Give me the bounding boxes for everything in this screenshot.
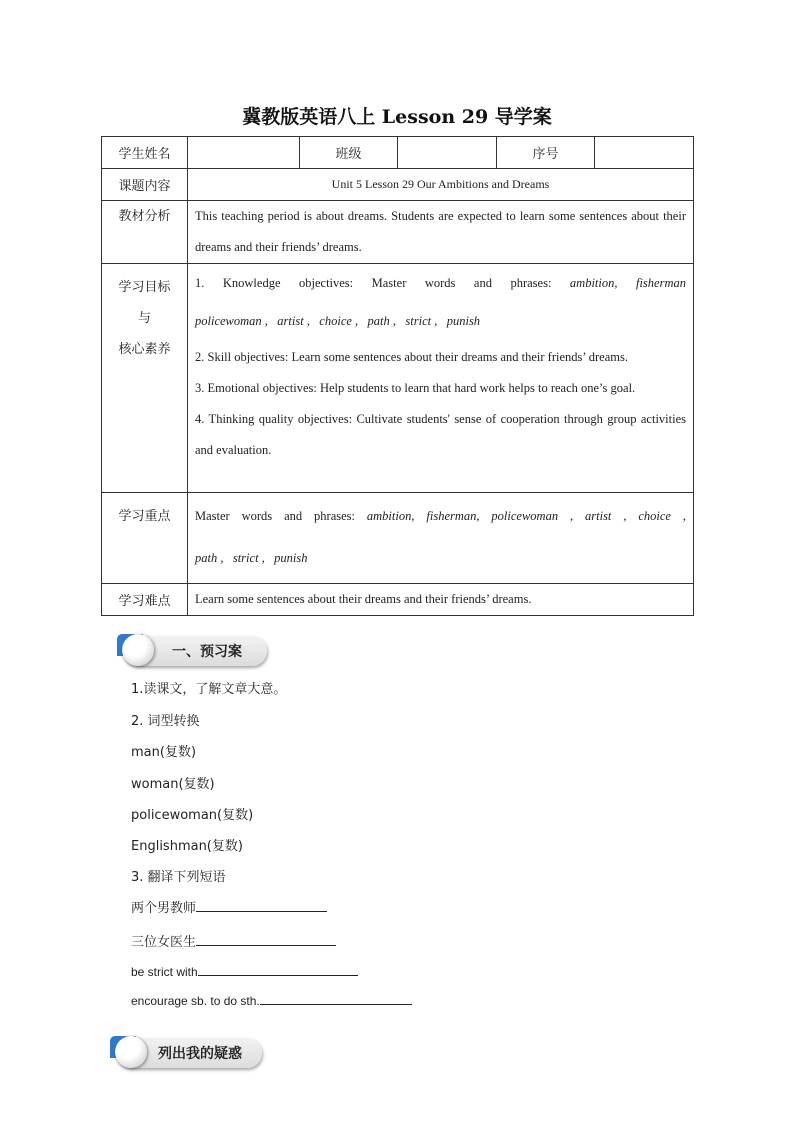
plural-policewoman: policewoman(复数) — [131, 808, 254, 823]
difficulty-label: 学习难点 — [102, 584, 188, 616]
phrase-4: encourage sb. to do sth. — [131, 994, 260, 1008]
section1-title: 一、预习案 — [172, 644, 242, 660]
preview-item-2: 2. 词型转换 — [131, 714, 200, 729]
analysis-text: This teaching period is about dreams. Students are expected to learn some sentences about their dreams and their friends’ dreams. — [188, 201, 694, 264]
key-line2 — [195, 533, 686, 583]
key-label: 学习重点 — [102, 493, 188, 584]
banner-circle-icon — [115, 1036, 147, 1068]
phrase-row-4 — [131, 991, 412, 1008]
topic-label: 课题内容 — [102, 169, 188, 201]
difficulty-text: Learn some sentences about their dreams and their friends’ dreams. — [188, 584, 694, 616]
answer-blank-1[interactable] — [196, 898, 327, 912]
plural-woman: woman(复数) — [131, 777, 215, 792]
difficulty-row — [102, 584, 694, 616]
section2-title: 列出我的疑惑 — [158, 1046, 242, 1062]
section2-banner — [110, 1034, 262, 1070]
goals-row — [102, 264, 694, 493]
class-field[interactable] — [398, 137, 497, 169]
goal-1-line1: 1. Knowledge objectives: Master words and phrases: ambition, fisherman — [195, 276, 686, 290]
goals-content — [188, 264, 694, 493]
section1-banner — [117, 632, 267, 668]
student-row — [102, 137, 694, 169]
goal-1-words-a: ambition, fisherman — [569, 276, 686, 290]
goals-label-line3: 核心素养 — [118, 342, 171, 357]
goals-label — [102, 264, 188, 493]
page-title: 冀教版英语八上 Lesson 29 导学案 — [242, 106, 552, 128]
key-row — [102, 493, 694, 584]
number-label: 序号 — [497, 137, 595, 169]
key-words-b: path , strict , punish — [195, 551, 308, 565]
name-field[interactable] — [188, 137, 300, 169]
phrase-row-3 — [131, 962, 358, 979]
goal-1-words-b: policewoman , artist , choice , path , strict , punish — [195, 314, 481, 328]
number-field[interactable] — [595, 137, 694, 169]
answer-blank-4[interactable] — [260, 991, 412, 1005]
goal-4: 4. Thinking quality objectives: Cultivate students' sense of cooperation through group activities and evaluation. — [195, 412, 686, 457]
key-words-a: ambition, fisherman, policewoman , artist , choice , — [366, 509, 686, 523]
phrase-row-1 — [131, 897, 327, 916]
phrase-row-2 — [131, 931, 336, 950]
preview-item-1: 1.读课文，了解文章大意。 — [131, 682, 287, 697]
lesson-info-table — [101, 136, 694, 616]
answer-blank-3[interactable] — [198, 962, 358, 976]
goal-3: 3. Emotional objectives: Help students to learn that hard work helps to reach one’s goal. — [195, 381, 636, 395]
name-label: 学生姓名 — [102, 137, 188, 169]
plural-man: man(复数) — [131, 745, 197, 760]
goal-1-line2 — [195, 300, 686, 342]
phrase-1: 两个男教师 — [131, 901, 197, 916]
preview-item-3: 3. 翻译下列短语 — [131, 870, 226, 885]
goals-label-line2: 与 — [137, 311, 151, 326]
analysis-row — [102, 201, 694, 264]
goals-label-line1: 学习目标 — [118, 280, 171, 295]
class-label: 班级 — [300, 137, 398, 169]
analysis-label: 教材分析 — [102, 201, 188, 264]
topic-value: Unit 5 Lesson 29 Our Ambitions and Dreams — [188, 169, 694, 201]
topic-row — [102, 169, 694, 201]
key-line1: Master words and phrases: ambition, fisherman, policewoman , artist , choice , — [195, 509, 686, 523]
key-content — [188, 493, 694, 584]
goal-2: 2. Skill objectives: Learn some sentences about their dreams and their friends’ dreams. — [195, 350, 628, 364]
answer-blank-2[interactable] — [196, 932, 336, 946]
phrase-3: be strict with — [131, 965, 198, 979]
plural-englishman: Englishman(复数) — [131, 839, 243, 854]
banner-circle-icon — [122, 634, 154, 666]
phrase-2: 三位女医生 — [131, 935, 197, 950]
